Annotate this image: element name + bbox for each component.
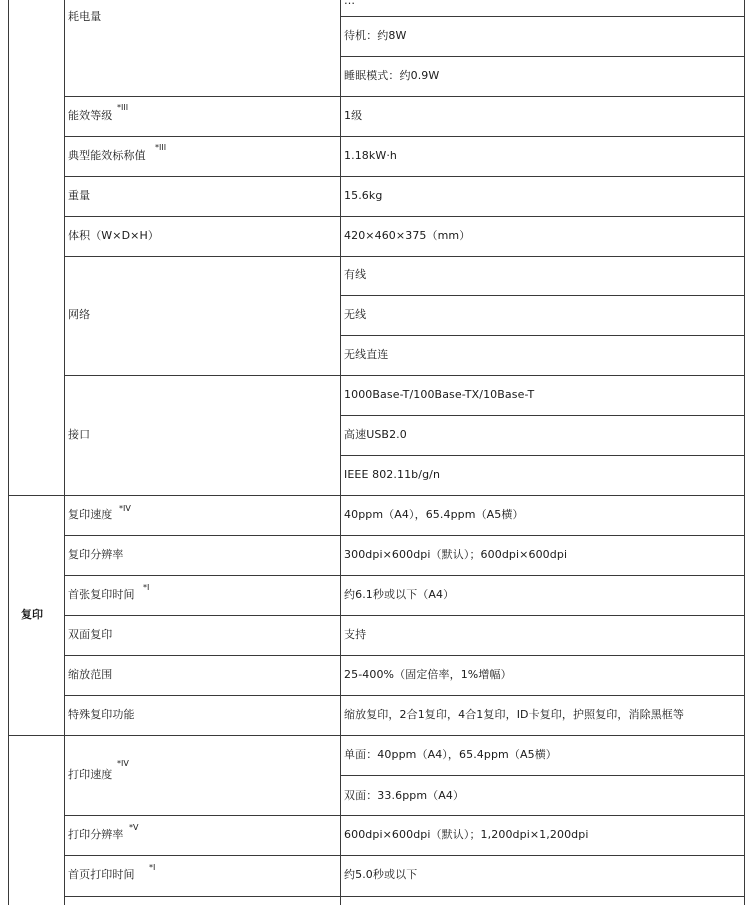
grid-line-row (64, 96, 745, 97)
row-value-print-speed-duplex: 双面：33.6ppm（A4） (344, 789, 465, 802)
row-value-copy-resolution: 300dpi×600dpi（默认）；600dpi×600dpi (344, 548, 568, 561)
section-label-copy: 复印 (21, 608, 43, 621)
row-label-copy-speed: 复印速度 (68, 508, 113, 521)
grid-line-row (64, 655, 745, 656)
footnote-mark: *IV (119, 504, 131, 513)
row-value-print-speed-simplex: 单面：40ppm（A4），65.4ppm（A5横） (344, 748, 557, 761)
row-label-print-resolution: 打印分辨率 (68, 828, 124, 841)
grid-line-row (64, 535, 745, 536)
row-label-network: 网络 (68, 308, 91, 321)
footnote-mark: *IV (117, 759, 129, 768)
row-value-energy-grade: 1级 (344, 109, 363, 122)
row-value-dimensions: 420×460×375（mm） (344, 229, 471, 242)
grid-line-row (64, 176, 745, 177)
row-label-print-speed: 打印速度 (68, 768, 113, 781)
grid-line-row (64, 216, 745, 217)
row-label-interface: 接口 (68, 428, 91, 441)
row-value-copy-speed: 40ppm（A4），65.4ppm（A5横） (344, 508, 524, 521)
row-value-zoom-range: 25-400%（固定倍率，1%增幅） (344, 668, 512, 681)
row-value-duplex-copy: 支持 (344, 628, 367, 641)
row-value-first-copy-time: 约6.1秒或以下（A4） (344, 588, 455, 601)
footnote-mark: *V (129, 823, 139, 832)
row-value-network-wired: 有线 (344, 268, 367, 281)
grid-line-subrow (340, 295, 745, 296)
row-label-copy-resolution: 复印分辨率 (68, 548, 124, 561)
grid-line-row (64, 896, 745, 897)
row-label-dimensions: 体积（W×D×H） (68, 229, 159, 242)
row-label-special-copy: 特殊复印功能 (68, 708, 135, 721)
footnote-mark: *I (149, 863, 156, 872)
row-value-network-direct: 无线直连 (344, 348, 389, 361)
grid-line-section-copy-top (8, 495, 745, 496)
grid-line-subrow (340, 775, 745, 776)
row-value-power-partial: … (344, 0, 356, 7)
row-label-first-copy-time: 首张复印时间 (68, 588, 135, 601)
grid-line-row (64, 815, 745, 816)
grid-line-row (64, 695, 745, 696)
row-label-energy-grade: 能效等级 (68, 109, 113, 122)
row-value-power-sleep: 睡眠模式：约0.9W (344, 69, 440, 82)
row-label-weight: 重量 (68, 189, 91, 202)
grid-line-subrow (340, 56, 745, 57)
row-label-typical-energy: 典型能效标称值 (68, 149, 146, 162)
row-value-first-print-time: 约5.0秒或以下 (344, 868, 418, 881)
row-value-typical-energy: 1.18kW·h (344, 149, 398, 162)
row-value-weight: 15.6kg (344, 189, 383, 202)
grid-line-row (64, 136, 745, 137)
row-value-network-wireless: 无线 (344, 308, 367, 321)
grid-line-subrow (340, 455, 745, 456)
footnote-mark: *III (117, 103, 129, 112)
row-label-zoom-range: 缩放范围 (68, 668, 113, 681)
grid-line-subrow (340, 415, 745, 416)
row-value-power-standby: 待机：约8W (344, 29, 407, 42)
row-label-power-consumption: 耗电量 (68, 10, 102, 23)
grid-line-section-print-top (8, 735, 745, 736)
footnote-mark: *III (155, 143, 167, 152)
grid-line-row (64, 855, 745, 856)
grid-line-row (64, 575, 745, 576)
grid-line-outer-left (8, 0, 9, 905)
row-label-first-print-time: 首页打印时间 (68, 868, 135, 881)
grid-line-subrow (340, 335, 745, 336)
row-value-interface-usb: 高速USB2.0 (344, 428, 407, 441)
row-value-interface-wifi: IEEE 802.11b/g/n (344, 468, 441, 481)
grid-line-subrow (340, 16, 745, 17)
row-value-special-copy: 缩放复印，2合1复印，4合1复印，ID卡复印，护照复印，消除黑框等 (344, 708, 685, 721)
row-value-interface-ethernet: 1000Base-T/100Base-TX/10Base-T (344, 388, 535, 401)
grid-line-row (64, 615, 745, 616)
row-label-duplex-copy: 双面复印 (68, 628, 113, 641)
grid-line-row (64, 375, 745, 376)
footnote-mark: *I (143, 583, 150, 592)
grid-line-row (64, 256, 745, 257)
row-value-print-resolution: 600dpi×600dpi（默认）；1,200dpi×1,200dpi (344, 828, 589, 841)
